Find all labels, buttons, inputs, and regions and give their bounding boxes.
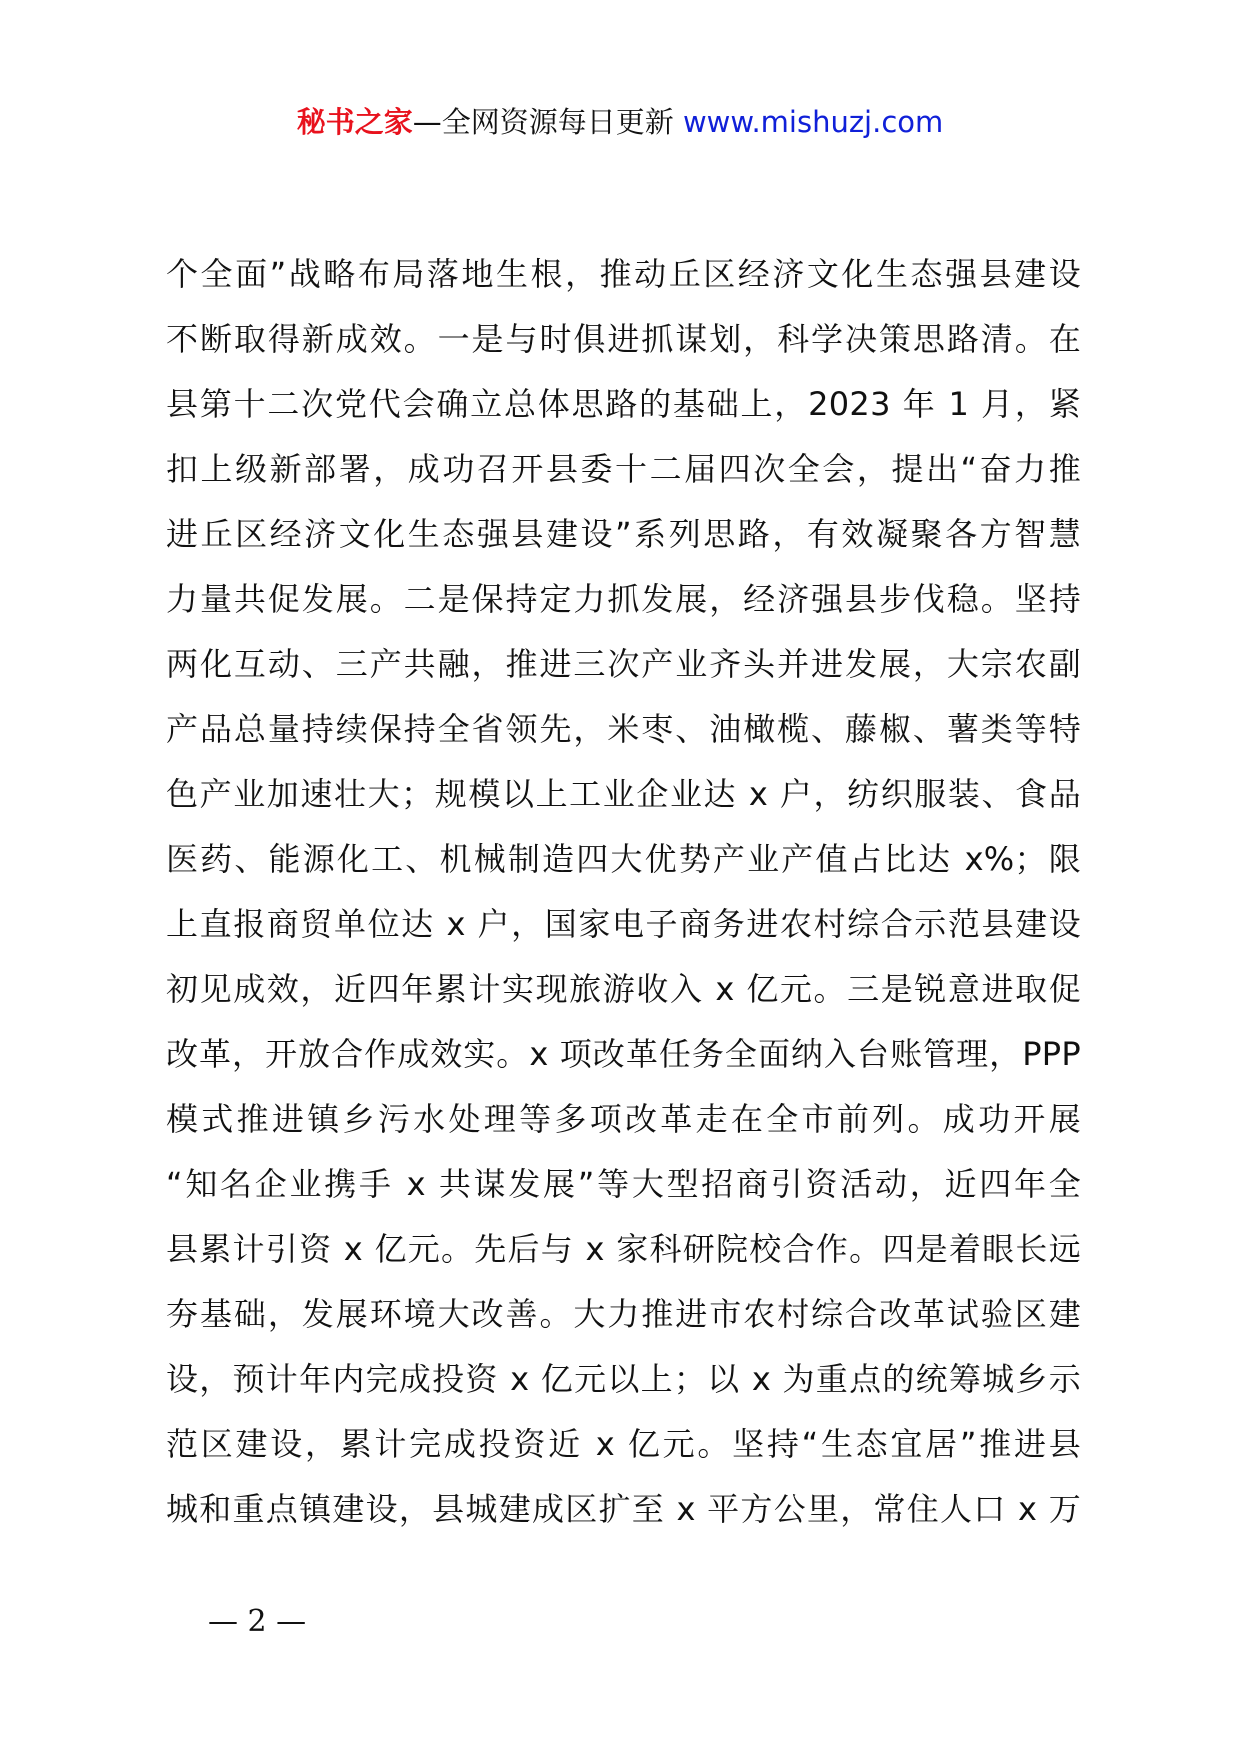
body-line: 范区建设，累计完成投资近 x 亿元。坚持“生态宜居”推进县	[166, 1425, 1081, 1463]
body-line: 医药、能源化工、机械制造四大优势产业产值占比达 x%；限	[166, 840, 1081, 878]
header-brand: 秘书之家	[296, 105, 413, 139]
body-line: 县累计引资 x 亿元。先后与 x 家科研院校合作。四是着眼长远	[166, 1230, 1081, 1268]
body-line: 个全面”战略布局落地生根，推动丘区经济文化生态强县建设	[166, 255, 1081, 293]
body-line: 色产业加速壮大；规模以上工业企业达 x 户，纺织服装、食品	[166, 775, 1081, 813]
body-line: 夯基础，发展环境大改善。大力推进市农村综合改革试验区建	[166, 1295, 1081, 1333]
body-line: 不断取得新成效。一是与时俱进抓谋划，科学决策思路清。在	[166, 320, 1081, 358]
header-site-link[interactable]: www.mishuzj.com	[682, 105, 944, 139]
body-line: 模式推进镇乡污水处理等多项改革走在全市前列。成功开展	[166, 1100, 1081, 1138]
body-line: 上直报商贸单位达 x 户，国家电子商务进农村综合示范县建设	[166, 905, 1081, 943]
body-line: “知名企业携手 x 共谋发展”等大型招商引资活动，近四年全	[166, 1165, 1081, 1203]
page-number: — 2 —	[208, 1604, 307, 1639]
body-line: 设，预计年内完成投资 x 亿元以上；以 x 为重点的统筹城乡示	[166, 1360, 1081, 1398]
body-line: 县第十二次党代会确立总体思路的基础上，2023 年 1 月，紧	[166, 385, 1081, 423]
header-slogan: —全网资源每日更新	[412, 105, 683, 139]
body-line: 产品总量持续保持全省领先，米枣、油橄榄、藤椒、薯类等特	[166, 710, 1081, 748]
document-body	[166, 242, 1081, 1542]
body-line: 城和重点镇建设，县城建成区扩至 x 平方公里，常住人口 x 万	[166, 1490, 1081, 1528]
body-line: 力量共促发展。二是保持定力抓发展，经济强县步伐稳。坚持	[166, 580, 1081, 618]
body-line: 改革，开放合作成效实。x 项改革任务全面纳入台账管理，PPP	[166, 1035, 1081, 1073]
body-line: 进丘区经济文化生态强县建设”系列思路，有效凝聚各方智慧	[166, 515, 1081, 553]
body-line: 初见成效，近四年累计实现旅游收入 x 亿元。三是锐意进取促	[166, 970, 1081, 1008]
body-line: 两化互动、三产共融，推进三次产业齐头并进发展，大宗农副	[166, 645, 1081, 683]
body-line: 扣上级新部署，成功召开县委十二届四次全会，提出“奋力推	[166, 450, 1081, 488]
page-header	[0, 100, 1240, 144]
